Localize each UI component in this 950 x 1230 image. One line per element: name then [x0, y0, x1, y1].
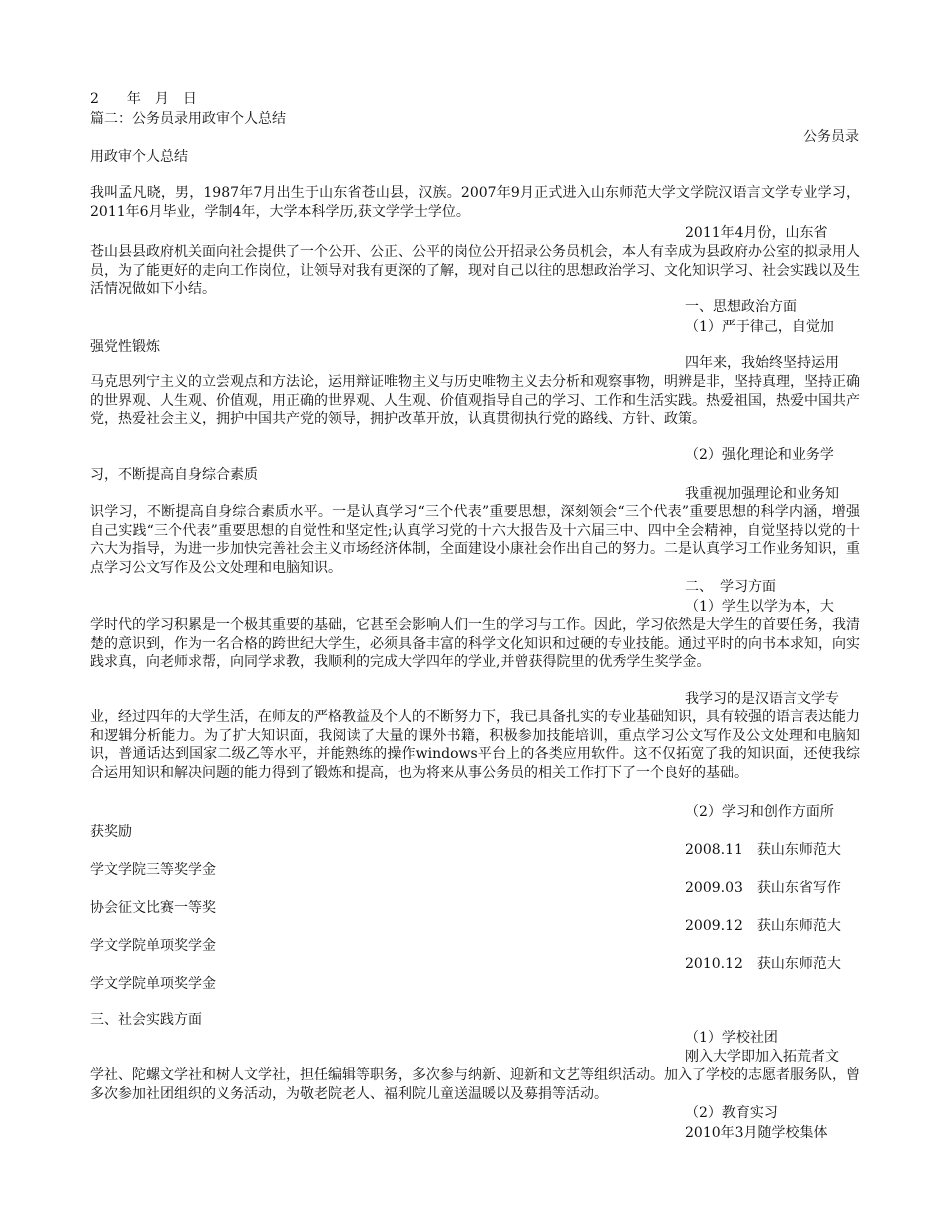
- section-3-title: 三、社会实践方面: [90, 1012, 202, 1028]
- paragraph-start: 我重视加强理论和业务知: [685, 486, 839, 502]
- paragraph-body: 识学习，不断提高自身综合素质水平。一是认真学习“三个代表”重要思想，深刻领会“三个代表”重要思想的科学内涵，增强自己实践“三个代表”重要思想的自觉性和坚定性;认真学习党的十六大报告及十六届三中、四中全会精神，自觉坚持以党的十六大为指导，为进一步加快完善社会主义市场经济体制，全面建设小康社会作出自己的努力。二是认真学习工作业务知识，重点学习公文写作及公文处理和电脑知识。: [90, 504, 860, 576]
- subsection-2-2-continuation: 获奖励: [90, 824, 132, 840]
- paragraph-start: 2011年4月份，山东省: [685, 225, 828, 241]
- section-2-title: 二、 学习方面: [685, 579, 776, 595]
- subsection-1-2-continuation: 习，不断提高自身综合素质: [90, 467, 258, 483]
- subsection-1-2-title: （2）强化理论和业务学: [685, 447, 834, 463]
- paragraph-start: 我学习的是汉语言文学专: [685, 691, 839, 707]
- subsection-3-1-title: （1）学校社团: [685, 1030, 778, 1046]
- subsection-3-2-title: （2）教育实习: [685, 1105, 778, 1121]
- award-entry-continuation: 学文学院三等奖学金: [90, 862, 216, 878]
- subsection-1-1-title: （1）严于律己，自觉加: [685, 319, 834, 335]
- intro-paragraph: 我叫孟凡晓，男，1987年7月出生于山东省苍山县，汉族。2007年9月正式进入山东师范大学文学院汉语言文学专业学习，2011年6月毕业，学制4年，大学本科学历,获文学学士学位。: [90, 185, 860, 220]
- subsection-2-2-title: （2）学习和创作方面所: [685, 804, 834, 820]
- award-entry-continuation: 协会征文比赛一等奖: [90, 900, 216, 916]
- paragraph-body: 学时代的学习积累是一个极其重要的基础，它甚至会影响人们一生的学习与工作。因此，学习依然是大学生的首要任务，我清楚的意识到，作为一名合格的跨世纪大学生，必须具备丰富的科学文化知识和过硬的专业技能。通过平时的向书本求知，向实践求真，向老师求帮，向同学求教，我顺利的完成大学四年的学业,并曾获得院里的优秀学生奖学金。: [90, 617, 860, 670]
- award-entry-continuation: 学文学院单项奖学金: [90, 938, 216, 954]
- award-entry: 2009.12 获山东师范大: [685, 918, 841, 934]
- section-1-title: 一、思想政治方面: [685, 299, 797, 315]
- subsection-2-1-title: （1）学生以学为本，大: [685, 599, 834, 615]
- award-entry: 2008.11 获山东师范大: [685, 842, 841, 858]
- subsection-1-1-continuation: 强党性锻炼: [90, 339, 160, 355]
- heading-continuation: 用政审个人总结: [90, 149, 188, 165]
- paragraph-start: 刚入大学即加入拓荒者文: [685, 1049, 839, 1065]
- award-entry: 2010.12 获山东师范大: [685, 956, 841, 972]
- section-title: 篇二：公务员录用政审个人总结: [90, 111, 286, 127]
- award-entry-continuation: 学文学院单项奖学金: [90, 976, 216, 992]
- paragraph-body: 学社、陀螺文学社和树人文学社，担任编辑等职务，多次参与纳新、迎新和文艺等组织活动。加入了学校的志愿者服务队，曾多次参加社团组织的义务活动，为敬老院老人、福利院儿童送温暖以及募捐等活动。: [90, 1067, 860, 1102]
- heading-right: 公务员录: [803, 129, 859, 145]
- paragraph-body: 业，经过四年的大学生活，在师友的严格教益及个人的不断努力下，我已具备扎实的专业基础知识，具有较强的语言表达能力和逻辑分析能力。为了扩大知识面，我阅读了大量的课外书籍，积极参加技能培训，重点学习公文写作及公文处理和电脑知识，普通话达到国家二级乙等水平，并能熟练的操作windows平台上的各类应用软件。这不仅拓宽了我的知识面，还使我综合运用知识和解决问题的能力得到了锻炼和提高，也为将来从事公务员的相关工作打下了一个良好的基础。: [90, 709, 860, 781]
- paragraph-body: 苍山县县政府机关面向社会提供了一个公开、公正、公平的岗位公开招录公务员机会，本人有幸成为县政府办公室的拟录用人员，为了能更好的走向工作岗位，让领导对我有更深的了解，现对自己以往的思想政治学习、文化知识学习、社会实践以及生活情况做如下小结。: [90, 244, 860, 297]
- paragraph-start: 2010年3月随学校集体: [685, 1125, 828, 1141]
- paragraph-body: 马克思列宁主义的立尝观点和方法论，运用辩证唯物主义与历史唯物主义去分析和观察事物，明辨是非，坚持真理，坚持正确的世界观、人生观、价值观，用正确的世界观、人生观、价值观指导自己的学习、工作和生活实践。热爱祖国，热爱中国共产党，热爱社会主义，拥护中国共产党的领导，拥护改革开放，认真贯彻执行党的路线、方针、政策。: [90, 374, 860, 427]
- paragraph-start: 四年来，我始终坚持运用: [685, 355, 839, 371]
- award-entry: 2009.03 获山东省写作: [685, 880, 841, 896]
- date-line: 2 年 月 日: [90, 91, 197, 107]
